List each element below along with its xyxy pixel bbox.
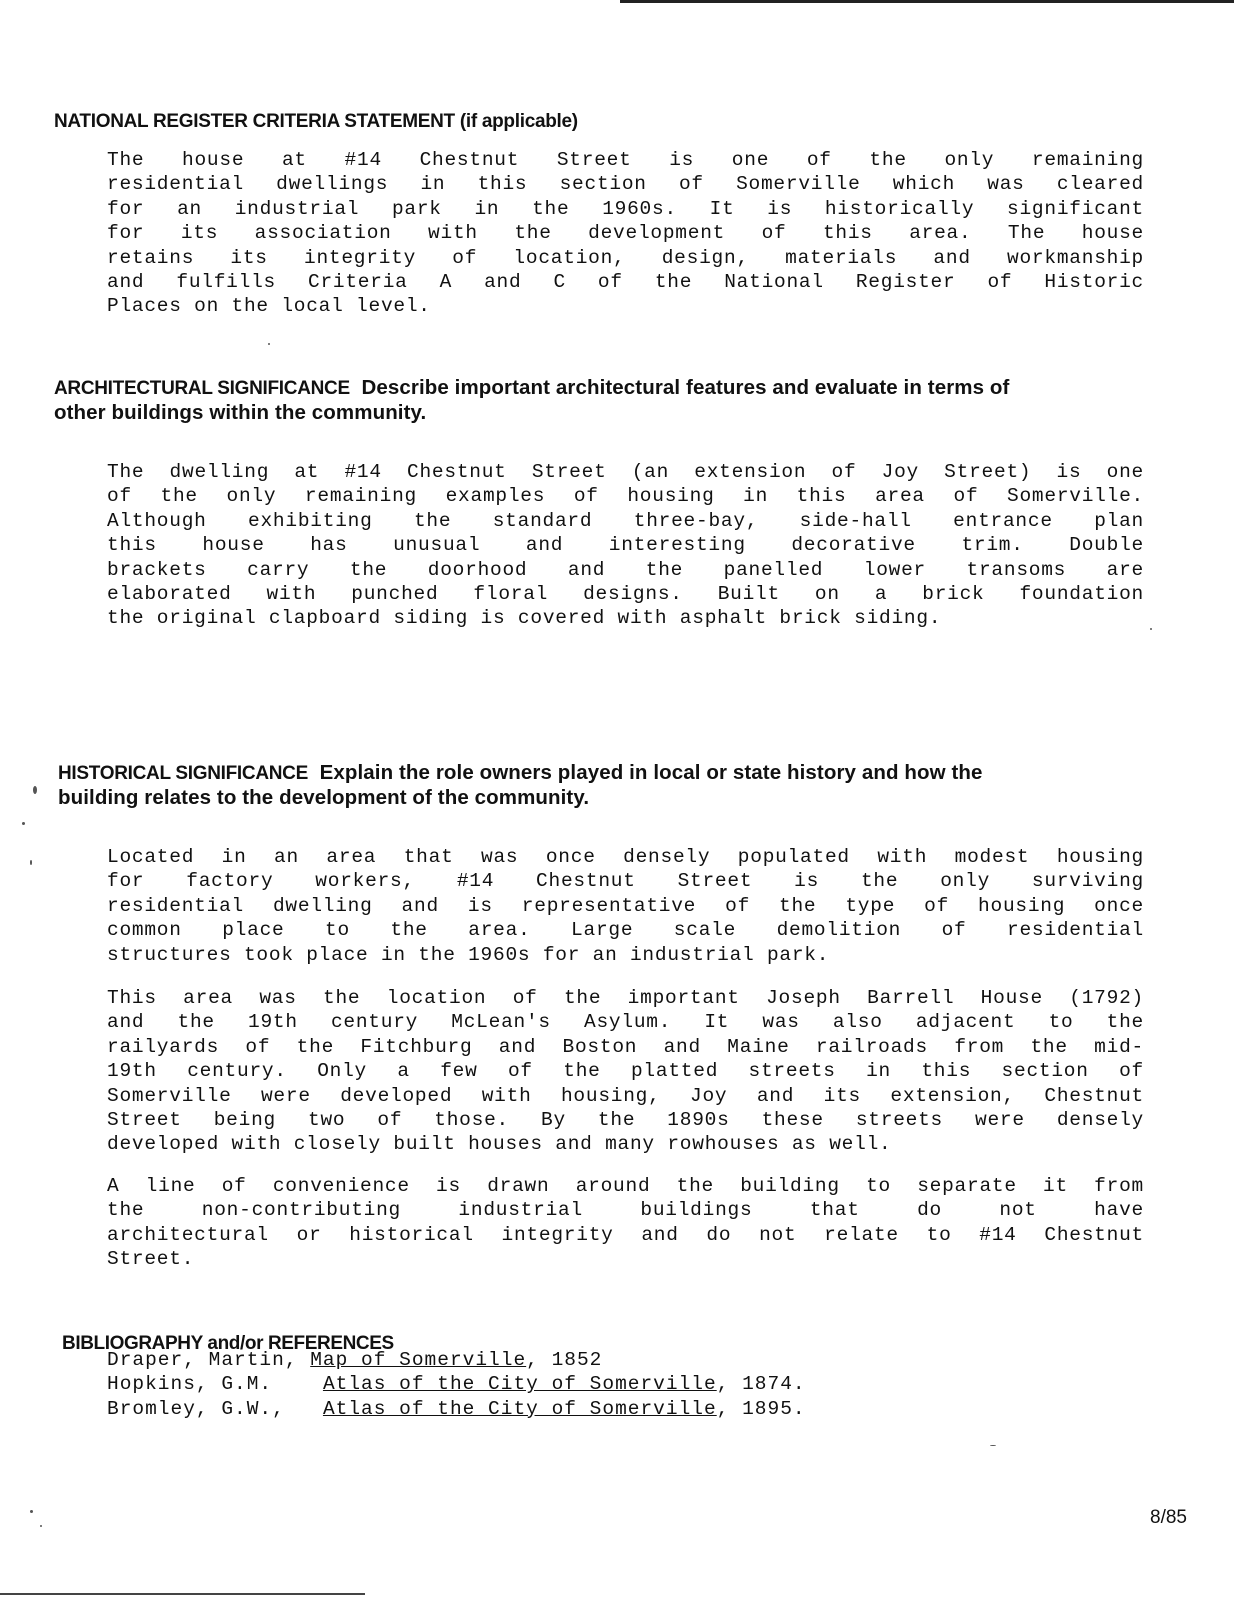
text-line: This area was the location of the important Joseph Barrell House (1792) [107,987,1144,1009]
text-line: Street being two of those. By the 1890s these streets were densely [107,1109,1144,1132]
scan-mark [268,343,270,345]
criteria-heading-text: NATIONAL REGISTER CRITERIA STATEMENT (if applicable) [54,111,578,132]
text-line: and fulfills Criteria A and C of the National Register of Historic [107,271,1144,294]
bottom-rule [0,1593,365,1595]
text-line: brackets carry the doorhood and the panelled lower transoms are [107,558,1144,581]
bibliography-entry [107,1397,806,1421]
text-line: Places on the local level. [107,295,431,318]
scan-mark [30,1510,33,1513]
text-line: elaborated with punched floral designs. Built on a brick foundation [107,583,1144,606]
text-line: residential dwelling and is representative of the type of housing once [107,894,1144,917]
criteria-heading [54,107,578,136]
bibliography-list [107,1348,806,1421]
architectural-prompt: Describe important architectural features and evaluate in terms of [361,376,1010,399]
entry-year: , 1874. [716,1373,806,1396]
historical-prompt-cont: building relates to the development of the community. [58,786,590,809]
scan-mark [33,786,37,794]
text-line: The house at #14 Chestnut Street is one of the only remaining [107,149,1144,171]
historical-heading-cont [58,784,589,812]
historical-paragraph-3 [107,1174,1147,1272]
scan-mark [22,822,25,825]
criteria-statement [107,148,1147,319]
top-rule [620,0,1234,3]
text-line: for an industrial park in the 1960s. It is historically significant [107,197,1144,220]
text-line: Somerville were developed with housing, Joy and its extension, Chestnut [107,1084,1144,1107]
scan-mark [40,1525,42,1527]
text-line: the non-contributing industrial buildings that do not have [107,1199,1144,1222]
bibliography-entry [107,1348,806,1372]
entry-title: Atlas of the City of Somerville [322,1397,717,1420]
page-number: 8/85 [1150,1507,1187,1528]
text-line: architectural or historical integrity and do not relate to #14 Chestnut [107,1223,1144,1246]
entry-author: Draper, Martin, [107,1349,298,1371]
historical-label: HISTORICAL SIGNIFICANCE [58,763,308,784]
architectural-heading-cont [54,399,426,427]
entry-year: , 1852 [526,1349,603,1371]
historical-prompt: Explain the role owners played in local or state history and how the [319,761,983,784]
text-line: Although exhibiting the standard three-bay, side-hall entrance plan [107,509,1144,532]
text-line: The dwelling at #14 Chestnut Street (an extension of Joy Street) is one [107,461,1144,483]
entry-author: Hopkins, G.M. [107,1373,273,1396]
entry-title: Atlas of the City of Somerville [322,1373,717,1396]
text-line: developed with closely built houses and many rowhouses as well. [107,1133,892,1156]
text-line: for factory workers, #14 Chestnut Street is the only surviving [107,870,1144,893]
text-line: A line of convenience is drawn around the building to separate it from [107,1175,1144,1197]
historical-paragraph-2 [107,986,1147,1157]
bibliography-heading: BIBLIOGRAPHY and/or REFERENCES [62,1333,394,1354]
entry-year: , 1895. [716,1397,806,1420]
text-line: railyards of the Fitchburg and Boston and Maine railroads from the mid- [107,1035,1144,1058]
text-line: common place to the area. Large scale demolition of residential [107,919,1144,942]
text-line: residential dwellings in this section of Somerville which was cleared [107,173,1144,196]
scan-mark [30,860,32,865]
text-line: retains its integrity of location, design, materials and workmanship [107,246,1144,269]
text-line: and the 19th century McLean's Asylum. It was also adjacent to the [107,1011,1144,1034]
entry-title: Map of Somerville [310,1349,527,1371]
text-line: Located in an area that was once densely populated with modest housing [107,846,1144,868]
architectural-label: ARCHITECTURAL SIGNIFICANCE [54,378,350,399]
text-line: the original clapboard siding is covered with asphalt brick siding. [107,607,942,630]
text-line: this house has unusual and interesting decorative trim. Double [107,534,1144,557]
architectural-description [107,460,1147,631]
text-line: of the only remaining examples of housing in this area of Somerville. [107,485,1144,508]
bibliography-entry [107,1372,806,1396]
historical-paragraph-1 [107,845,1147,967]
scan-mark [990,1445,996,1446]
scan-mark [1150,628,1152,630]
text-line: structures took place in the 1960s for an industrial park. [107,943,830,966]
text-line: Street. [107,1248,195,1271]
text-line: 19th century. Only a few of the platted streets in this section of [107,1060,1144,1083]
text-line: for its association with the development of this area. The house [107,222,1144,245]
architectural-prompt-cont: other buildings within the community. [54,401,427,424]
entry-author: Bromley, G.W., [107,1397,285,1420]
